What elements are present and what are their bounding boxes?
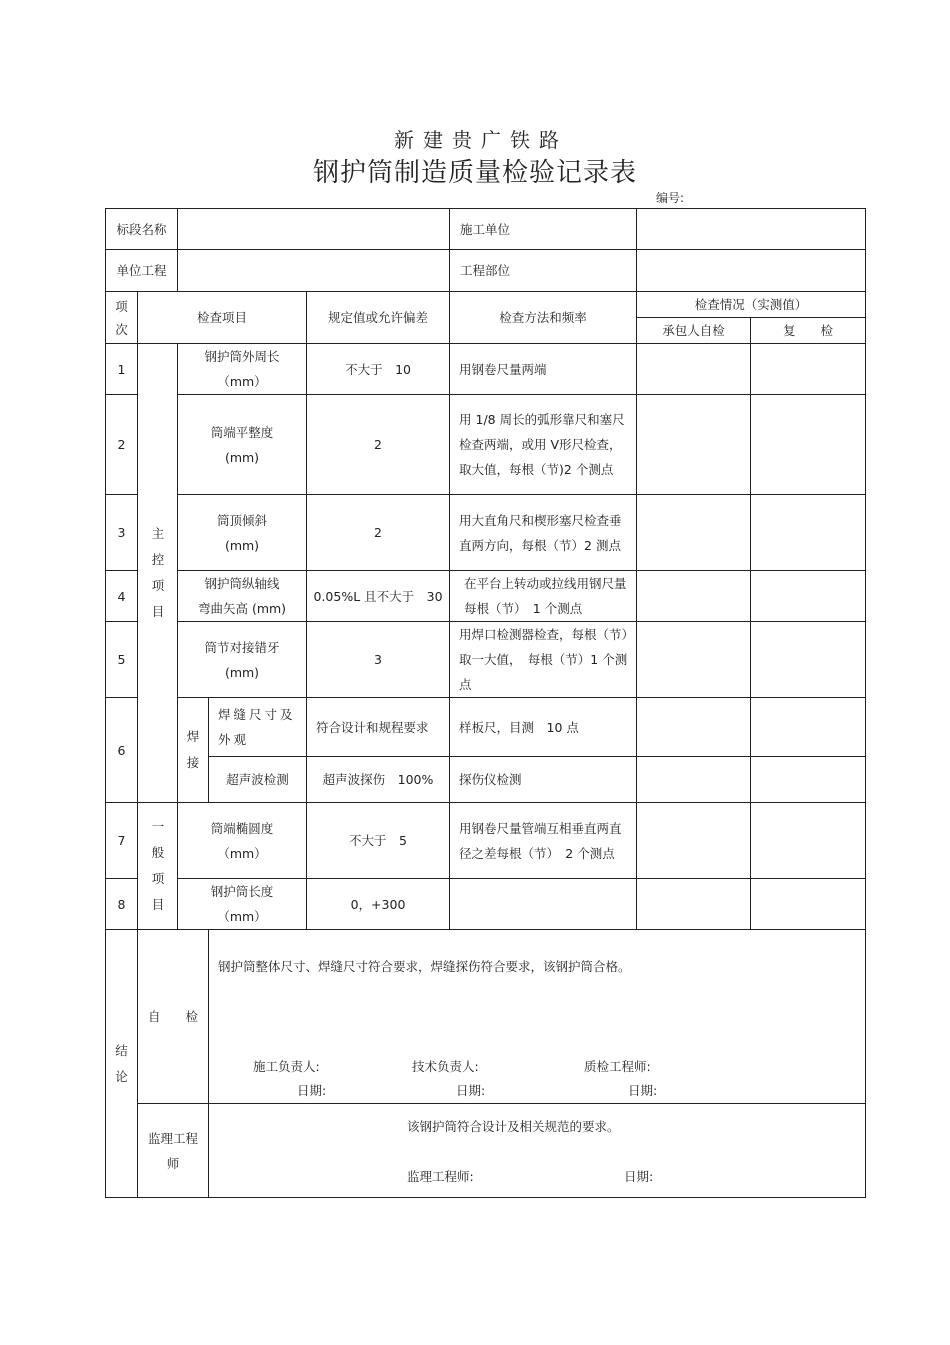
col-status-header: 检查情况（实测值） xyxy=(637,292,866,318)
row-method: 样板尺，目测 10 点 xyxy=(450,698,637,757)
self-check-conclusion[interactable] xyxy=(209,930,866,1104)
row-spec: 不大于 5 xyxy=(307,803,450,879)
row-method: 用钢卷尺量两端 xyxy=(450,344,637,395)
recheck-cell[interactable] xyxy=(751,803,866,879)
date-label: 日期: xyxy=(628,1083,658,1098)
supervisor-sign-label: 监理工程师: xyxy=(407,1169,474,1184)
unit-project-field[interactable] xyxy=(178,250,450,292)
row-no: 2 xyxy=(106,395,138,495)
row-spec: 不大于 10 xyxy=(307,344,450,395)
location-field[interactable] xyxy=(637,250,866,292)
recheck-cell[interactable] xyxy=(751,757,866,803)
row-no: 1 xyxy=(106,344,138,395)
supervisor-date-label: 日期: xyxy=(624,1169,654,1184)
col-spec-header: 规定值或允许偏差 xyxy=(307,292,450,344)
row-item: 筒端平整度 (mm) xyxy=(178,395,307,495)
col-recheck-header: 复 检 xyxy=(751,318,866,344)
row-spec: 2 xyxy=(307,395,450,495)
conclusion-label: 结论 xyxy=(106,930,138,1198)
supervisor-conclusion[interactable] xyxy=(209,1104,866,1198)
form-title: 钢护筒制造质量检验记录表 xyxy=(312,158,637,188)
recheck-cell[interactable] xyxy=(751,395,866,495)
row-method: 用大直角尺和楔形塞尺检查垂直两方向，每根（节）2 测点 xyxy=(450,495,637,571)
row-item: 筒端椭圆度 （mm） xyxy=(178,803,307,879)
contractor-label: 施工单位 xyxy=(450,209,637,250)
row-sub-item: 超声波检测 xyxy=(209,757,307,803)
row-item: 钢护筒纵轴线 弯曲矢高 (mm) xyxy=(178,571,307,622)
construction-lead-label: 施工负责人: xyxy=(253,1059,320,1074)
doc-number-label: 编号: xyxy=(656,191,685,205)
date-label: 日期: xyxy=(297,1083,327,1098)
contractor-field[interactable] xyxy=(637,209,866,250)
unit-project-label: 单位工程 xyxy=(106,250,178,292)
self-check-cell[interactable] xyxy=(637,698,751,757)
row-sub-item: 焊缝尺寸及外观 xyxy=(209,698,307,757)
row-spec: 符合设计和规程要求 xyxy=(307,698,450,757)
supervisor-label: 监理工程师 xyxy=(138,1104,209,1198)
row-method: 探伤仪检测 xyxy=(450,757,637,803)
form-subtitle: 新建贵广铁路 xyxy=(394,128,568,152)
group-main: 主控项目 xyxy=(138,344,178,803)
recheck-cell[interactable] xyxy=(751,698,866,757)
row-method: 用钢卷尺量管端互相垂直两直径之差每根（节） 2 个测点 xyxy=(450,803,637,879)
self-check-cell[interactable] xyxy=(637,344,751,395)
recheck-cell[interactable] xyxy=(751,879,866,930)
row-item: 钢护筒长度 （mm） xyxy=(178,879,307,930)
group-general: 一般项目 xyxy=(138,803,178,930)
col-self-check-header: 承包人自检 xyxy=(637,318,751,344)
row-item: 钢护筒外周长 （mm） xyxy=(178,344,307,395)
self-check-cell[interactable] xyxy=(637,395,751,495)
row-no: 3 xyxy=(106,495,138,571)
col-index-header: 项次 xyxy=(106,292,138,344)
self-check-cell[interactable] xyxy=(637,622,751,698)
recheck-cell[interactable] xyxy=(751,495,866,571)
row-spec: 3 xyxy=(307,622,450,698)
row-spec: 2 xyxy=(307,495,450,571)
self-check-cell[interactable] xyxy=(637,571,751,622)
col-method-header: 检查方法和频率 xyxy=(450,292,637,344)
qc-engineer-label: 质检工程师: xyxy=(584,1059,651,1074)
self-check-cell[interactable] xyxy=(637,803,751,879)
row-no: 5 xyxy=(106,622,138,698)
self-check-label: 自 检 xyxy=(138,930,209,1104)
row-spec: 超声波探伤 100% xyxy=(307,757,450,803)
recheck-cell[interactable] xyxy=(751,622,866,698)
row-spec: 0.05%L 且不大于 30 xyxy=(307,571,450,622)
row-method: 用焊口检测器检查，每根（节）取一大值， 每根（节）1 个测点 xyxy=(450,622,637,698)
group-weld: 焊接 xyxy=(178,698,209,803)
self-check-cell[interactable] xyxy=(637,879,751,930)
self-check-cell[interactable] xyxy=(637,495,751,571)
self-check-cell[interactable] xyxy=(637,757,751,803)
row-method: 用 1/8 周长的弧形靠尺和塞尺检查两端，或用 V形尺检查，取大值，每根（节)2 个测点 xyxy=(450,395,637,495)
date-label: 日期: xyxy=(456,1083,486,1098)
row-method xyxy=(450,879,637,930)
tech-lead-label: 技术负责人: xyxy=(412,1059,479,1074)
section-name-field[interactable] xyxy=(178,209,450,250)
row-no: 8 xyxy=(106,879,138,930)
inspection-table xyxy=(105,208,866,1198)
self-check-text: 钢护筒整体尺寸、焊缝尺寸符合要求，焊缝探伤符合要求，该钢护筒合格。 xyxy=(218,959,631,974)
row-method: 在平台上转动或拉线用钢尺量每根（节） 1 个测点 xyxy=(450,571,637,622)
recheck-cell[interactable] xyxy=(751,344,866,395)
row-no: 6 xyxy=(106,698,138,803)
row-spec: 0，+300 xyxy=(307,879,450,930)
recheck-cell[interactable] xyxy=(751,571,866,622)
row-item: 筒节对接错牙 (mm) xyxy=(178,622,307,698)
supervisor-text: 该钢护筒符合设计及相关规范的要求。 xyxy=(407,1119,620,1134)
col-item-header: 检查项目 xyxy=(138,292,307,344)
row-item: 筒顶倾斜 (mm) xyxy=(178,495,307,571)
row-no: 4 xyxy=(106,571,138,622)
section-name-label: 标段名称 xyxy=(106,209,178,250)
row-no: 7 xyxy=(106,803,138,879)
location-label: 工程部位 xyxy=(450,250,637,292)
